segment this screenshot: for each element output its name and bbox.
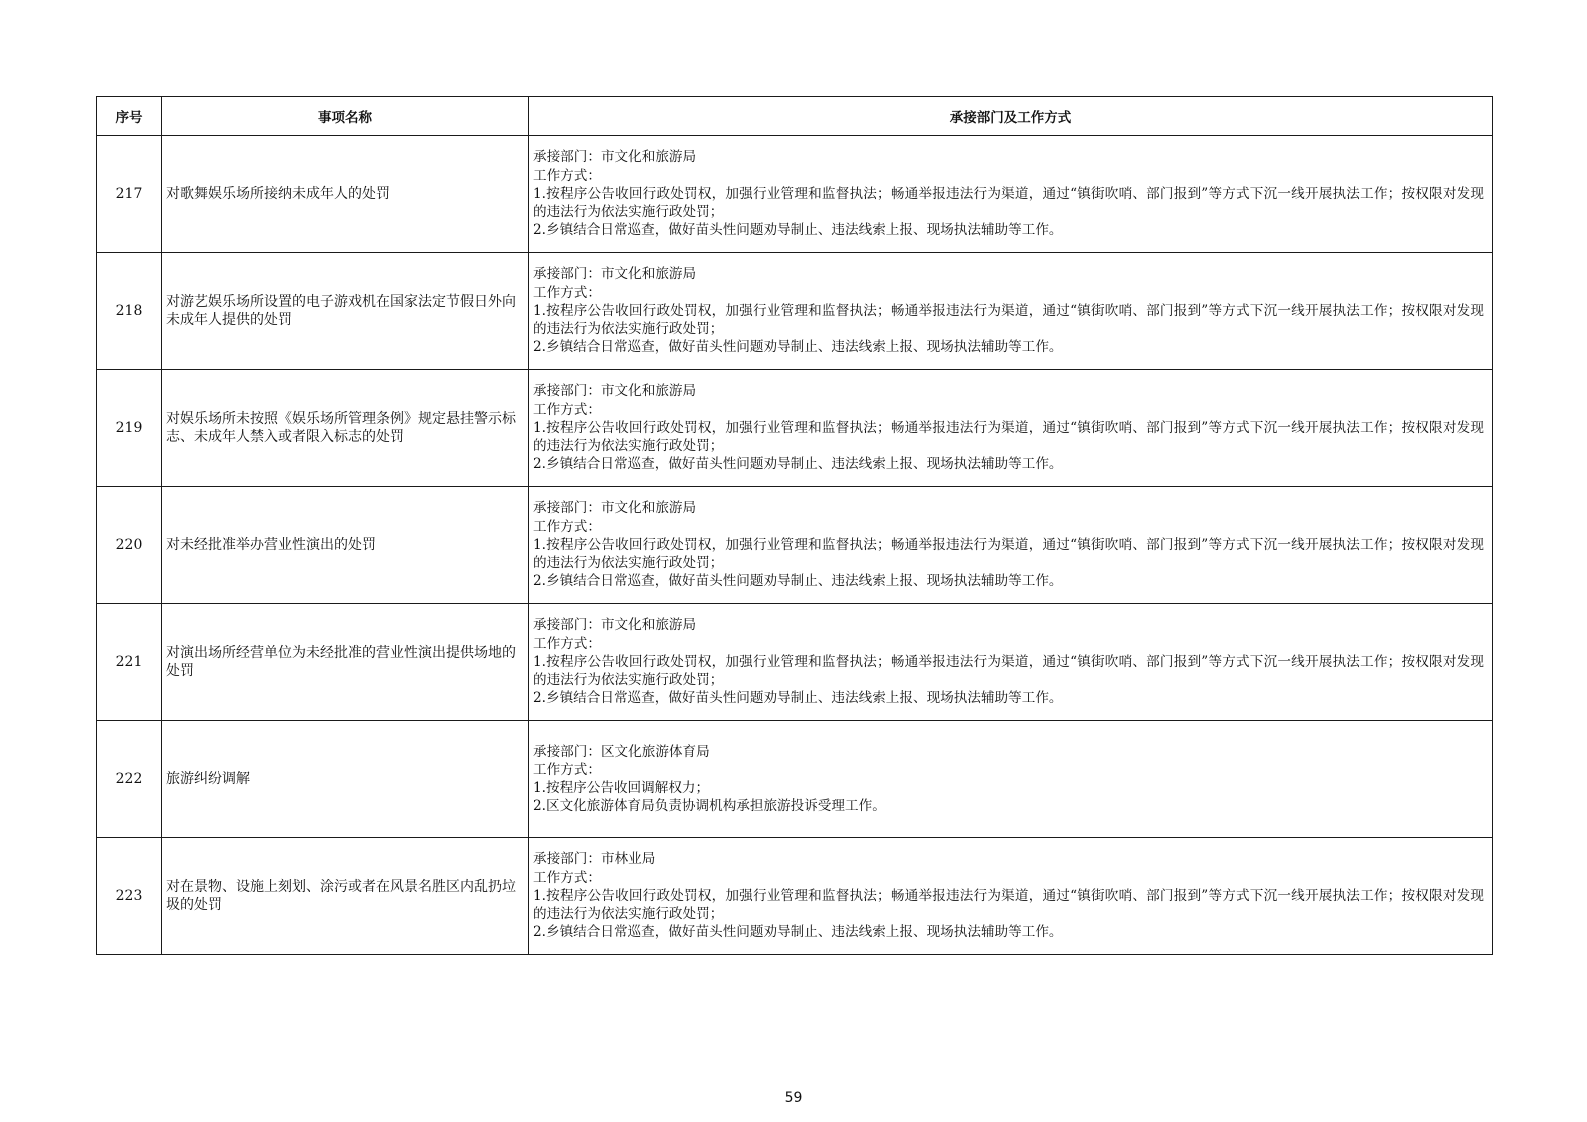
method-label: 工作方式： xyxy=(533,167,601,184)
method-label: 工作方式： xyxy=(533,284,601,301)
method-step-1: 1.按程序公告收回行政处罚权，加强行业管理和监督执法；畅通举报违法行为渠道，通过“镇街吹哨、部门报到”等方式下沉一线开展执法工作；按权限对发现的违法行为依法实施行政处罚； xyxy=(533,536,1484,572)
table-row xyxy=(97,604,1493,721)
item-name: 对在景物、设施上刻划、涂污或者在风景名胜区内乱扔垃圾的处罚 xyxy=(162,838,529,955)
method-step-1: 1.按程序公告收回行政处罚权，加强行业管理和监督执法；畅通举报违法行为渠道，通过“镇街吹哨、部门报到”等方式下沉一线开展执法工作；按权限对发现的违法行为依法实施行政处罚； xyxy=(533,419,1484,455)
item-department-method xyxy=(529,487,1493,604)
page-number: 59 xyxy=(784,1090,803,1106)
method-step-2: 2.乡镇结合日常巡查，做好苗头性问题劝导制止、违法线索上报、现场执法辅助等工作。 xyxy=(533,924,1063,941)
items-table xyxy=(96,96,1493,955)
table-row xyxy=(97,721,1493,838)
item-department-method xyxy=(529,604,1493,721)
department-line: 承接部门：市文化和旅游局 xyxy=(533,266,697,283)
item-number: 223 xyxy=(97,838,162,955)
header-row xyxy=(97,97,1493,136)
table-row xyxy=(97,487,1493,604)
method-step-2: 2.乡镇结合日常巡查，做好苗头性问题劝导制止、违法线索上报、现场执法辅助等工作。 xyxy=(533,456,1063,473)
method-label: 工作方式： xyxy=(533,518,601,535)
method-step-2: 2.乡镇结合日常巡查，做好苗头性问题劝导制止、违法线索上报、现场执法辅助等工作。 xyxy=(533,339,1063,356)
item-name: 对演出场所经营单位为未经批准的营业性演出提供场地的处罚 xyxy=(162,604,529,721)
department-line: 承接部门：市文化和旅游局 xyxy=(533,617,697,634)
item-number: 222 xyxy=(97,721,162,838)
item-department-method xyxy=(529,136,1493,253)
item-number: 221 xyxy=(97,604,162,721)
item-name: 旅游纠纷调解 xyxy=(162,721,529,838)
department-line: 承接部门：市文化和旅游局 xyxy=(533,383,697,400)
method-step-1: 1.按程序公告收回行政处罚权，加强行业管理和监督执法；畅通举报违法行为渠道，通过“镇街吹哨、部门报到”等方式下沉一线开展执法工作；按权限对发现的违法行为依法实施行政处罚； xyxy=(533,302,1484,338)
item-number: 220 xyxy=(97,487,162,604)
department-line: 承接部门：市文化和旅游局 xyxy=(533,500,697,517)
table-row xyxy=(97,838,1493,955)
method-step-2: 2.区文化旅游体育局负责协调机构承担旅游投诉受理工作。 xyxy=(533,798,886,815)
department-line: 承接部门：市文化和旅游局 xyxy=(533,149,697,166)
table-row xyxy=(97,253,1493,370)
table-row xyxy=(97,136,1493,253)
item-number: 219 xyxy=(97,370,162,487)
method-label: 工作方式： xyxy=(533,761,601,778)
method-label: 工作方式： xyxy=(533,869,601,886)
item-number: 217 xyxy=(97,136,162,253)
department-line: 承接部门：市林业局 xyxy=(533,851,656,868)
method-step-1: 1.按程序公告收回调解权力； xyxy=(533,780,710,796)
header-dept: 承接部门及工作方式 xyxy=(529,97,1493,136)
department-line: 承接部门：区文化旅游体育局 xyxy=(533,743,710,760)
item-department-method xyxy=(529,253,1493,370)
item-name: 对歌舞娱乐场所接纳未成年人的处罚 xyxy=(162,136,529,253)
table-header xyxy=(97,97,1493,136)
table-body xyxy=(97,136,1493,955)
method-label: 工作方式： xyxy=(533,401,601,418)
item-department-method xyxy=(529,721,1493,838)
item-name: 对娱乐场所未按照《娱乐场所管理条例》规定悬挂警示标志、未成年人禁入或者限入标志的处罚 xyxy=(162,370,529,487)
method-step-1: 1.按程序公告收回行政处罚权，加强行业管理和监督执法；畅通举报违法行为渠道，通过“镇街吹哨、部门报到”等方式下沉一线开展执法工作；按权限对发现的违法行为依法实施行政处罚； xyxy=(533,653,1484,689)
method-label: 工作方式： xyxy=(533,635,601,652)
item-number: 218 xyxy=(97,253,162,370)
table-row xyxy=(97,370,1493,487)
header-name: 事项名称 xyxy=(162,97,529,136)
item-name: 对未经批准举办营业性演出的处罚 xyxy=(162,487,529,604)
method-step-2: 2.乡镇结合日常巡查，做好苗头性问题劝导制止、违法线索上报、现场执法辅助等工作。 xyxy=(533,573,1063,590)
item-department-method xyxy=(529,838,1493,955)
method-step-1: 1.按程序公告收回行政处罚权，加强行业管理和监督执法；畅通举报违法行为渠道，通过“镇街吹哨、部门报到”等方式下沉一线开展执法工作；按权限对发现的违法行为依法实施行政处罚； xyxy=(533,887,1484,923)
method-step-2: 2.乡镇结合日常巡查，做好苗头性问题劝导制止、违法线索上报、现场执法辅助等工作。 xyxy=(533,222,1063,239)
method-step-1: 1.按程序公告收回行政处罚权，加强行业管理和监督执法；畅通举报违法行为渠道，通过“镇街吹哨、部门报到”等方式下沉一线开展执法工作；按权限对发现的违法行为依法实施行政处罚； xyxy=(533,185,1484,221)
item-name: 对游艺娱乐场所设置的电子游戏机在国家法定节假日外向未成年人提供的处罚 xyxy=(162,253,529,370)
header-no: 序号 xyxy=(97,97,162,136)
method-step-2: 2.乡镇结合日常巡查，做好苗头性问题劝导制止、违法线索上报、现场执法辅助等工作。 xyxy=(533,690,1063,707)
item-department-method xyxy=(529,370,1493,487)
